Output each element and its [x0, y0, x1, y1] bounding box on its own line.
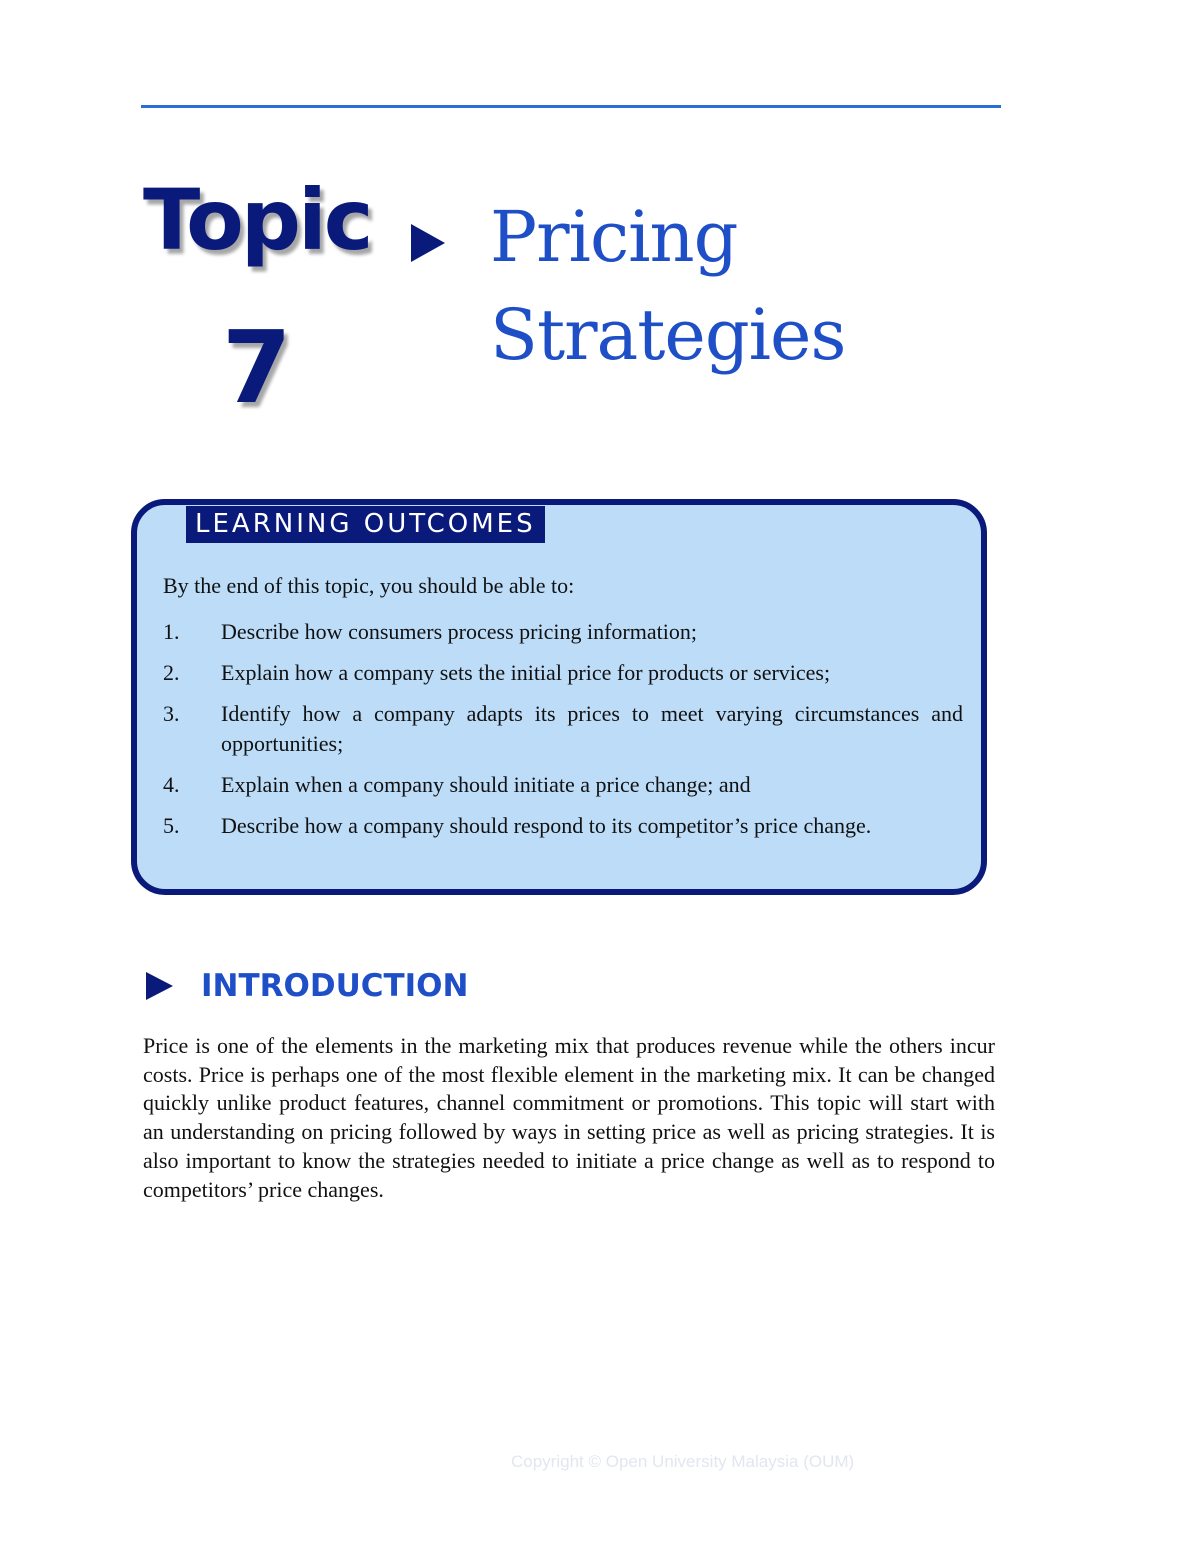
- learning-outcome-text: Explain when a company should initiate a price change; and: [221, 772, 751, 797]
- learning-outcome-item: [163, 770, 963, 800]
- learning-outcome-number: 3.: [163, 701, 180, 726]
- introduction-arrow-icon: [146, 972, 173, 1000]
- introduction-paragraph: Price is one of the elements in the marketing mix that produces revenue while the others incur costs. Price is perhaps one of the most flexible element in the marketing mix. It can be changed quickly unlike product features, channel commitment or promotions. This topic will start with an understanding on pricing followed by ways in setting price as well as pricing strategies. It is also important to know the strategies needed to initiate a price change as well as to respond to competitors’ price changes.: [143, 1033, 995, 1202]
- learning-outcome-item: [163, 617, 963, 647]
- topic-title-line-1: Pricing: [490, 196, 738, 278]
- topic-label: Topic: [143, 171, 371, 269]
- learning-outcome-text: Describe how a company should respond to its competitor’s price change.: [221, 813, 872, 838]
- learning-outcome-item: [163, 699, 963, 759]
- copyright-footer: Copyright © Open University Malaysia (OUM): [511, 1452, 855, 1471]
- learning-outcomes-intro: By the end of this topic, you should be able to:: [163, 573, 575, 598]
- learning-outcome-text: Identify how a company adapts its prices to meet varying circumstances and opportunities;: [221, 701, 963, 756]
- introduction-heading: INTRODUCTION: [201, 968, 469, 1004]
- learning-outcome-number: 5.: [163, 813, 180, 838]
- learning-outcomes-list: [163, 617, 963, 852]
- learning-outcome-number: 4.: [163, 772, 180, 797]
- topic-title: [490, 188, 845, 384]
- learning-outcome-number: 1.: [163, 619, 180, 644]
- top-rule: [141, 105, 1001, 108]
- learning-outcome-item: [163, 658, 963, 688]
- topic-number: 7: [222, 309, 292, 426]
- learning-outcomes-heading: LEARNING OUTCOMES: [186, 506, 545, 543]
- learning-outcome-item: [163, 811, 963, 841]
- topic-title-line-2: Strategies: [490, 294, 846, 376]
- learning-outcome-text: Describe how consumers process pricing information;: [221, 619, 697, 644]
- title-arrow-icon: [411, 224, 445, 262]
- learning-outcome-number: 2.: [163, 660, 180, 685]
- learning-outcome-text: Explain how a company sets the initial price for products or services;: [221, 660, 831, 685]
